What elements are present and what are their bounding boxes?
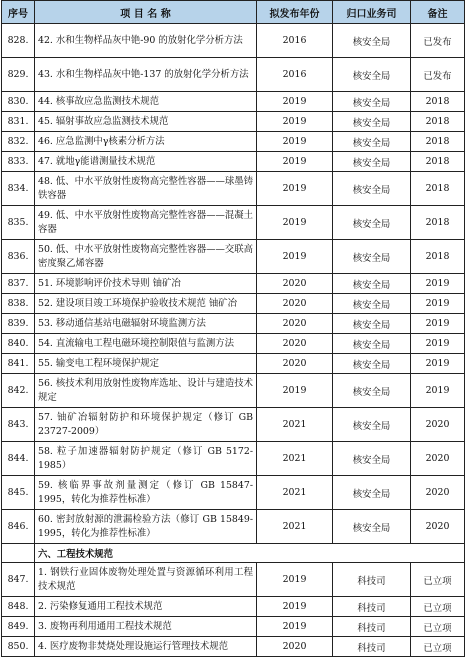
table-row	[2, 24, 465, 58]
cell-year: 2019	[257, 374, 333, 408]
cell-no: 833.	[2, 152, 35, 172]
table-row	[2, 408, 465, 442]
cell-no: 838.	[2, 294, 35, 314]
cell-dept: 核安全局	[333, 132, 411, 152]
header-note: 备注	[411, 1, 465, 24]
cell-note: 2019	[411, 294, 465, 314]
cell-dept: 核安全局	[333, 314, 411, 334]
cell-no: 831.	[2, 112, 35, 132]
table-row	[2, 240, 465, 274]
cell-name: 53. 移动通信基站电磁辐射环境监测方法	[35, 314, 257, 334]
cell-no: 848.	[2, 597, 35, 617]
cell-dept: 核安全局	[333, 240, 411, 274]
table-body	[2, 24, 465, 657]
cell-year: 2019	[257, 563, 333, 597]
cell-dept: 核安全局	[333, 92, 411, 112]
cell-dept: 科技司	[333, 617, 411, 637]
cell-name: 51. 环境影响评价技术导则 铀矿冶	[35, 274, 257, 294]
table-row	[2, 92, 465, 112]
table-row	[2, 314, 465, 334]
cell-note: 2019	[411, 374, 465, 408]
cell-no: 837.	[2, 274, 35, 294]
cell-note: 2018	[411, 240, 465, 274]
section-row	[2, 544, 465, 563]
cell-no: 836.	[2, 240, 35, 274]
table-row	[2, 476, 465, 510]
cell-year: 2020	[257, 354, 333, 374]
cell-year: 2021	[257, 442, 333, 476]
table-row	[2, 274, 465, 294]
cell-name: 55. 输变电工程环境保护规定	[35, 354, 257, 374]
cell-year: 2019	[257, 92, 333, 112]
cell-year: 2019	[257, 240, 333, 274]
cell-no: 845.	[2, 476, 35, 510]
section-title: 六、工程技术规范	[35, 544, 465, 563]
cell-year: 2019	[257, 152, 333, 172]
cell-note: 2019	[411, 314, 465, 334]
cell-note: 2020	[411, 510, 465, 544]
cell-no: 835.	[2, 206, 35, 240]
table-row	[2, 597, 465, 617]
cell-year: 2019	[257, 132, 333, 152]
table-row	[2, 637, 465, 657]
cell-dept: 科技司	[333, 597, 411, 617]
cell-no: 830.	[2, 92, 35, 112]
cell-note: 2019	[411, 274, 465, 294]
cell-dept: 核安全局	[333, 442, 411, 476]
cell-no: 843.	[2, 408, 35, 442]
cell-year: 2016	[257, 24, 333, 58]
cell-no: 841.	[2, 354, 35, 374]
cell-dept: 核安全局	[333, 294, 411, 314]
cell-year: 2021	[257, 510, 333, 544]
cell-name: 3. 废物再利用通用工程技术规范	[35, 617, 257, 637]
table-row	[2, 152, 465, 172]
table-row	[2, 172, 465, 206]
cell-note: 2018	[411, 206, 465, 240]
cell-year: 2020	[257, 294, 333, 314]
cell-name: 47. 就地γ能谱测量技术规范	[35, 152, 257, 172]
cell-year: 2019	[257, 206, 333, 240]
cell-name: 59. 核临界事故剂量测定（修订 GB 15847-1995，转化为推荐性标准）	[35, 476, 257, 510]
cell-year: 2019	[257, 597, 333, 617]
cell-note: 已发布	[411, 24, 465, 58]
table-row	[2, 112, 465, 132]
cell-dept: 核安全局	[333, 354, 411, 374]
cell-name: 2. 污染修复通用工程技术规范	[35, 597, 257, 617]
cell-note: 2019	[411, 354, 465, 374]
cell-no: 850.	[2, 637, 35, 657]
cell-year: 2019	[257, 112, 333, 132]
cell-name: 60. 密封放射源的泄漏检验方法（修订 GB 15849-1995，转化为推荐性标准）	[35, 510, 257, 544]
cell-year: 2020	[257, 314, 333, 334]
cell-dept: 核安全局	[333, 274, 411, 294]
header-dept: 归口业务司	[333, 1, 411, 24]
table-row	[2, 58, 465, 92]
cell-year: 2020	[257, 637, 333, 657]
cell-note: 已立项	[411, 597, 465, 617]
cell-year: 2021	[257, 408, 333, 442]
table-header-row	[2, 1, 465, 24]
cell-name: 58. 粒子加速器辐射防护规定（修订 GB 5172-1985）	[35, 442, 257, 476]
cell-no: 846.	[2, 510, 35, 544]
cell-no: 847.	[2, 563, 35, 597]
cell-note: 已发布	[411, 58, 465, 92]
header-year: 拟发布年份	[257, 1, 333, 24]
cell-year: 2020	[257, 334, 333, 354]
cell-dept: 核安全局	[333, 24, 411, 58]
cell-dept: 核安全局	[333, 58, 411, 92]
cell-year: 2019	[257, 617, 333, 637]
cell-dept: 核安全局	[333, 334, 411, 354]
cell-name: 56. 核技术利用放射性废物库选址、设计与建造技术规定	[35, 374, 257, 408]
table-row	[2, 374, 465, 408]
cell-dept: 科技司	[333, 637, 411, 657]
cell-dept: 科技司	[333, 563, 411, 597]
cell-note: 2020	[411, 408, 465, 442]
cell-note: 已立项	[411, 637, 465, 657]
table-row	[2, 563, 465, 597]
cell-no: 829.	[2, 58, 35, 92]
cell-name: 49. 低、中水平放射性废物高完整性容器——混凝土容器	[35, 206, 257, 240]
cell-note: 2018	[411, 172, 465, 206]
cell-name: 45. 辐射事故应急监测技术规范	[35, 112, 257, 132]
cell-dept: 核安全局	[333, 206, 411, 240]
cell-dept: 核安全局	[333, 374, 411, 408]
cell-note: 2018	[411, 132, 465, 152]
table-row	[2, 354, 465, 374]
table-row	[2, 442, 465, 476]
table-row	[2, 132, 465, 152]
cell-name: 48. 低、中水平放射性废物高完整性容器——球墨铸铁容器	[35, 172, 257, 206]
cell-name: 43. 水和生物样品灰中铯-137 的放射化学分析方法	[35, 58, 257, 92]
cell-no: 849.	[2, 617, 35, 637]
cell-dept: 核安全局	[333, 476, 411, 510]
table-row	[2, 334, 465, 354]
cell-note: 已立项	[411, 563, 465, 597]
cell-no: 840.	[2, 334, 35, 354]
cell-name: 54. 直流输电工程电磁环境控制限值与监测方法	[35, 334, 257, 354]
cell-year: 2019	[257, 172, 333, 206]
cell-year: 2016	[257, 58, 333, 92]
cell-note: 2018	[411, 152, 465, 172]
section-no-cell	[2, 544, 35, 563]
cell-note: 2018	[411, 112, 465, 132]
cell-name: 46. 应急监测中γ核素分析方法	[35, 132, 257, 152]
cell-dept: 核安全局	[333, 408, 411, 442]
header-name: 项 目 名 称	[35, 1, 257, 24]
cell-note: 已立项	[411, 617, 465, 637]
cell-name: 52. 建设项目竣工环境保护验收技术规范 铀矿冶	[35, 294, 257, 314]
table-row	[2, 294, 465, 314]
cell-year: 2020	[257, 274, 333, 294]
cell-no: 834.	[2, 172, 35, 206]
table-row	[2, 617, 465, 637]
cell-name: 42. 水和生物样品灰中铯-90 的放射化学分析方法	[35, 24, 257, 58]
cell-note: 2020	[411, 442, 465, 476]
table-row	[2, 206, 465, 240]
cell-name: 44. 核事故应急监测技术规范	[35, 92, 257, 112]
cell-year: 2021	[257, 476, 333, 510]
cell-name: 1. 钢铁行业固体废物处理处置与资源循环利用工程技术规范	[35, 563, 257, 597]
cell-no: 842.	[2, 374, 35, 408]
cell-dept: 核安全局	[333, 112, 411, 132]
cell-dept: 核安全局	[333, 172, 411, 206]
cell-dept: 核安全局	[333, 510, 411, 544]
cell-note: 2019	[411, 334, 465, 354]
cell-dept: 核安全局	[333, 152, 411, 172]
cell-note: 2020	[411, 476, 465, 510]
cell-name: 50. 低、中水平放射性废物高完整性容器——交联高密度聚乙烯容器	[35, 240, 257, 274]
cell-no: 839.	[2, 314, 35, 334]
cell-name: 4. 医疗废物非焚烧处理设施运行管理技术规范	[35, 637, 257, 657]
cell-no: 832.	[2, 132, 35, 152]
table-row	[2, 510, 465, 544]
header-no: 序号	[2, 1, 35, 24]
standards-table	[1, 0, 465, 657]
cell-no: 828.	[2, 24, 35, 58]
cell-name: 57. 铀矿冶辐射防护和环境保护规定（修订 GB 23727-2009）	[35, 408, 257, 442]
cell-no: 844.	[2, 442, 35, 476]
cell-note: 2018	[411, 92, 465, 112]
